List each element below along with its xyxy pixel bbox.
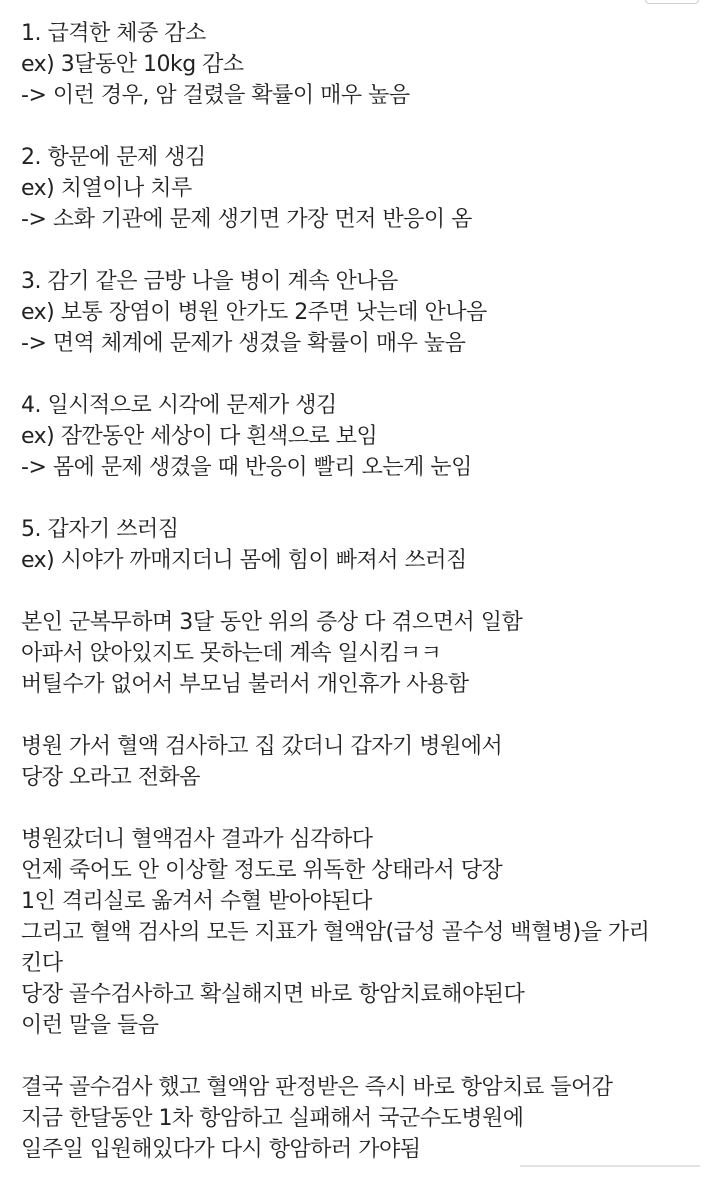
text-line: 3. 감기 같은 금방 나을 병이 계속 안나음: [21, 269, 398, 294]
text-line: 병원갔더니 혈액검사 결과가 심각하다: [21, 827, 373, 852]
text-line: 지금 한달동안 1차 항암하고 실패해서 국군수도병원에: [21, 1106, 524, 1131]
text-line: -> 소화 기관에 문제 생기면 가장 먼저 반응이 옴: [21, 207, 472, 232]
paragraph: [21, 731, 712, 793]
paragraph: [21, 824, 712, 1041]
text-line: ex) 시야가 까매지더니 몸에 힘이 빠져서 쓰러짐: [21, 548, 467, 573]
text-line: 킨다: [21, 951, 63, 976]
text-line: 본인 군복무하며 3달 동안 위의 증상 다 겪으면서 일함: [21, 610, 523, 635]
text-line: 1. 급격한 체중 감소: [21, 21, 206, 46]
text-line: ex) 치열이나 치루: [21, 176, 192, 201]
paragraph: [21, 266, 712, 359]
post-body: [21, 18, 712, 1196]
text-line: -> 몸에 문제 생겼을 때 반응이 빨리 오는게 눈임: [21, 455, 472, 480]
text-line: ex) 잠깐동안 세상이 다 흰색으로 보임: [21, 424, 378, 449]
text-line: 결국 골수검사 했고 혈액암 판정받은 즉시 바로 항암치료 들어감: [21, 1075, 613, 1100]
text-line: 일주일 입원해있다가 다시 항암하러 가야됨: [21, 1137, 421, 1162]
text-line: 아파서 앉아있지도 못하는데 계속 일시킴ㅋㅋ: [21, 641, 442, 666]
text-line: 병원 가서 혈액 검사하고 집 갔더니 갑자기 병원에서: [21, 734, 503, 759]
paragraph: [21, 1072, 712, 1165]
bottom-divider: [520, 1165, 700, 1167]
corner-button[interactable]: [645, 0, 699, 4]
text-line: ex) 3달동안 10kg 감소: [21, 52, 244, 77]
text-line: 1인 격리실로 옮겨서 수혈 받아야된다: [21, 889, 372, 914]
text-line: 4. 일시적으로 시각에 문제가 생김: [21, 393, 337, 418]
text-line: 2. 항문에 문제 생김: [21, 145, 206, 170]
text-line: -> 면역 체계에 문제가 생겼을 확률이 매우 높음: [21, 331, 466, 356]
text-line: 그리고 혈액 검사의 모든 지표가 혈액암(급성 골수성 백혈병)을 가리: [21, 920, 650, 945]
paragraph: [21, 514, 712, 576]
text-line: 언제 죽어도 안 이상할 정도로 위독한 상태라서 당장: [21, 858, 503, 883]
paragraph: [21, 142, 712, 235]
paragraph: [21, 18, 712, 111]
text-line: 이런 말을 들음: [21, 1013, 159, 1038]
paragraph: [21, 607, 712, 700]
text-line: ex) 보통 장염이 병원 안가도 2주면 낫는데 안나음: [21, 300, 487, 325]
text-line: 버틸수가 없어서 부모님 불러서 개인휴가 사용함: [21, 672, 469, 697]
text-line: 당장 오라고 전화옴: [21, 765, 201, 790]
paragraph: [21, 390, 712, 483]
text-line: 5. 갑자기 쓰러짐: [21, 517, 179, 542]
text-line: 당장 골수검사하고 확실해지면 바로 항암치료해야된다: [21, 982, 525, 1007]
text-line: -> 이런 경우, 암 걸렸을 확률이 매우 높음: [21, 83, 410, 108]
